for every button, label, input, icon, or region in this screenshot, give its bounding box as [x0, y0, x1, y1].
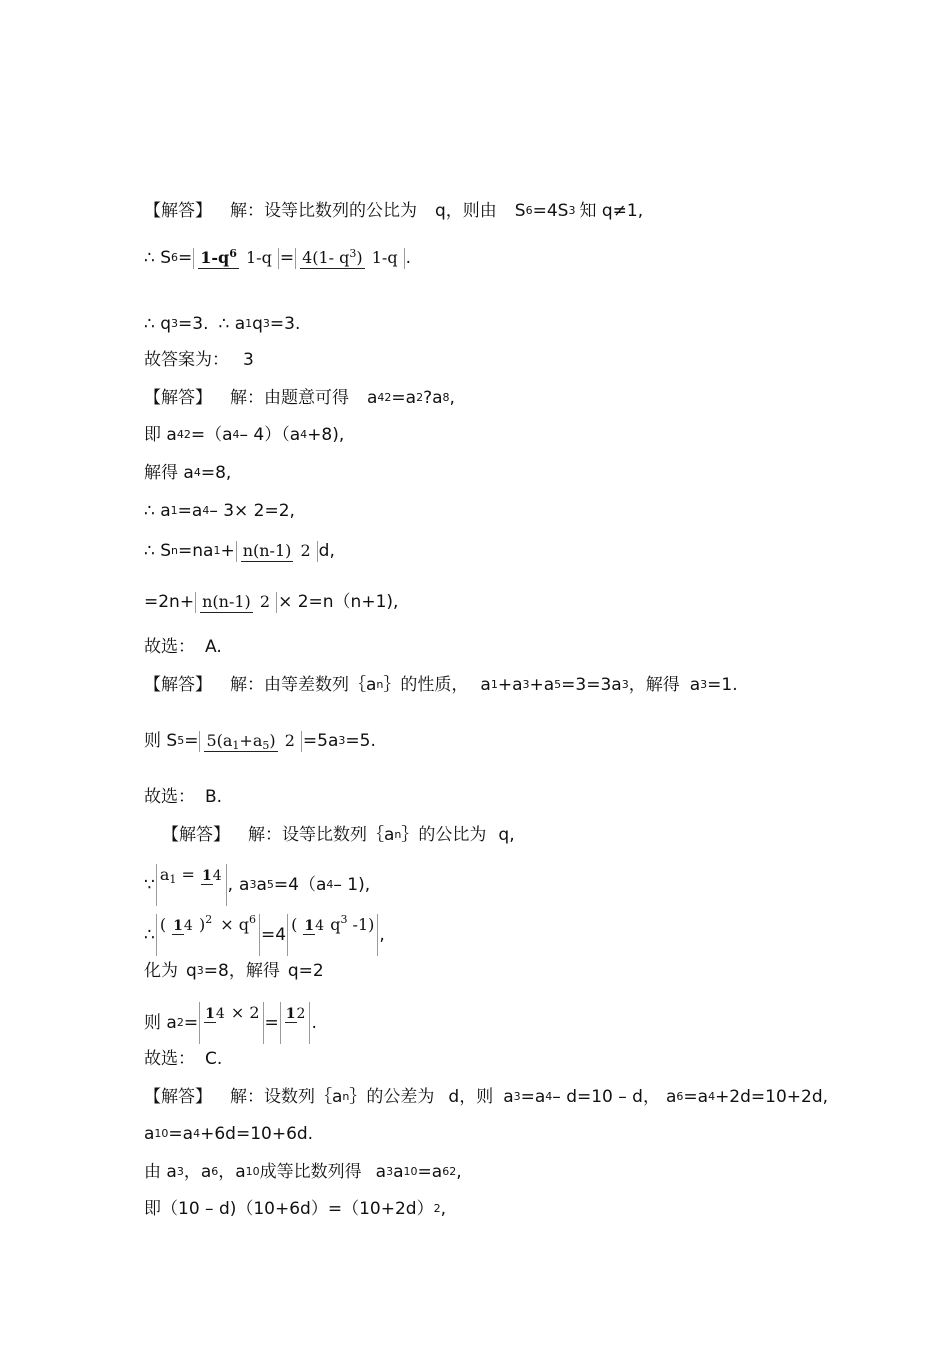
denominator: 2 [300, 540, 311, 560]
text: +2d=10+2d, [715, 1087, 829, 1107]
s2-line2: 即 a 4 2 =（a 4 – 4）（a 4 +8), [144, 425, 345, 445]
fraction-image [199, 731, 301, 752]
numerator: 1 [201, 868, 212, 884]
s3-line2: 则 S 5 = $5(a_1+a_5)$ 2 =5a 3 =5. [144, 730, 376, 752]
text: a [375, 1162, 387, 1182]
s4-line4: 化为 q 3 =8，解得 q=2 [144, 961, 324, 981]
text: a [159, 865, 170, 884]
text: =a [391, 388, 417, 408]
denominator: 2 [284, 730, 295, 750]
text: a [689, 675, 701, 695]
text: ∴ S [144, 541, 172, 561]
denominator: 2 [259, 591, 271, 611]
text: 故选： [144, 637, 195, 657]
text: , [456, 1162, 462, 1182]
text: ( [159, 915, 167, 934]
numerator: 1 [304, 918, 315, 934]
denominator: 4 [215, 1006, 225, 1022]
denominator: 4 [212, 868, 222, 884]
superscript: 6 [229, 246, 237, 260]
text: ( [291, 915, 298, 934]
text: 即（10 – d)（10+6d）=（10+2d） [144, 1199, 434, 1219]
text: a [367, 388, 378, 408]
text: ｝的公比为 [401, 825, 487, 845]
text: 即 a [144, 425, 177, 445]
numerator: 4(1- q [302, 247, 350, 267]
text: × q [220, 915, 250, 934]
denominator: 1-q [245, 247, 272, 267]
text: = [181, 865, 195, 884]
denominator: 4 [183, 918, 193, 934]
text: a [144, 1124, 155, 1144]
text: = [264, 1013, 279, 1033]
fraction-image [193, 248, 279, 269]
text: = [279, 248, 295, 268]
text: × 2=n（n+1), [278, 592, 399, 612]
text: 解：设数列｛a [230, 1087, 343, 1107]
formula-image [156, 864, 227, 906]
s1-line4 [144, 349, 254, 371]
answer-tag: 【解答】 [144, 201, 212, 221]
answer-tag: 【解答】 [144, 675, 212, 695]
text: 故选： [144, 1049, 195, 1069]
s3-line3 [144, 786, 222, 808]
text: +6d=10+6d. [200, 1124, 314, 1144]
s1-line2: ∴ S 6 = $1-q^6$ 1-q = 4(1- $q^3$) 1-q . [144, 246, 411, 268]
text: a [665, 1087, 677, 1107]
text: 解：由题意可得 [230, 388, 349, 408]
text: =a [520, 1087, 546, 1107]
numerator: 1 [285, 1006, 296, 1022]
numerator: 1-q [200, 247, 230, 267]
text: a [256, 875, 267, 895]
formula-image [280, 1002, 311, 1044]
text: =4（a [273, 875, 327, 895]
answer-tag: 【解答】 [162, 825, 230, 845]
text: ∵ [144, 875, 155, 895]
text: ∴ q [144, 314, 172, 334]
text: q, [498, 825, 515, 845]
text: ) [198, 915, 206, 934]
text: – 4）（a [239, 425, 301, 445]
text: , [440, 1199, 446, 1219]
text: 故选： [144, 787, 195, 807]
s5-line1: 【解答】 解：设数列｛a n ｝的公差为 d，则 a 3 =a 4 – d=10 – d， a 6 =a 4 +2d=10+2d, [144, 1087, 829, 1107]
superscript: 2 [205, 913, 213, 926]
text: q [252, 314, 263, 334]
numerator: n(n-1) [242, 540, 292, 560]
text: 则 S [144, 731, 178, 751]
text: – d=10 – d， [552, 1087, 660, 1107]
text: 解：设等比数列的公比为 [230, 201, 417, 221]
text: d，则 [448, 1087, 494, 1107]
text: =（a [190, 425, 233, 445]
numerator-end: ) [356, 247, 363, 267]
text: =3. [178, 314, 209, 334]
subscript: 5 [262, 738, 270, 752]
fraction-image [295, 248, 405, 269]
s2-line4: ∴ a 1 =a 4 – 3× 2=2, [144, 501, 295, 521]
s5-line2: a 10 =a 4 +6d=10+6d. [144, 1124, 314, 1144]
text: + [220, 541, 235, 561]
text: 解得 a [144, 463, 194, 483]
text: – 1), [333, 875, 371, 895]
s5-line3: 由 a 3 ，a 6 ，a 10 成等比数列得 a 3 a 10 =a 6 2 , [144, 1162, 462, 1182]
text: =5a [302, 731, 339, 751]
text: ∴ a [144, 501, 171, 521]
numerator: 5(a [206, 730, 233, 750]
text: ｝的公差为 [349, 1087, 435, 1107]
s2-line1: 【解答】 解：由题意可得 a 4 2 =a 2 ?a 8 , [144, 388, 455, 408]
text: =4S [532, 201, 569, 221]
text: . [311, 1013, 317, 1033]
text: =1. [707, 675, 738, 695]
text: q [330, 915, 341, 934]
numerator: n(n-1) [202, 591, 251, 611]
text: S [514, 201, 526, 221]
text: 由 a [144, 1162, 177, 1182]
text: +8), [307, 425, 345, 445]
text: ，a [183, 1162, 212, 1182]
s3-line1: 【解答】 解：由等差数列｛a n ｝的性质， a 1 +a 3 +a 5 =3=3a 3 ，解得 a 3 =1. [144, 675, 738, 695]
s2-line5: ∴ S n =na 1 + n(n-1) 2 d, [144, 540, 335, 561]
formula-image [156, 914, 260, 956]
text: , [227, 875, 234, 895]
text: ?a [423, 388, 443, 408]
text: , [379, 925, 385, 945]
text: ∴ S [144, 248, 172, 268]
text: 则 a [144, 1013, 177, 1033]
text: a [480, 675, 491, 695]
superscript: 3 [349, 246, 357, 260]
s4-line2: ∵ $a_1 = 14$ , a 3 a 5 =4（a 4 – 1), [144, 864, 370, 906]
text: -1) [352, 915, 375, 934]
s2-line6 [144, 591, 398, 613]
s4-line1: 【解答】 解：设等比数列｛a n ｝的公比为 q, [162, 825, 515, 845]
text: a [393, 1162, 404, 1182]
subscript: 1 [169, 873, 177, 886]
numerator: 1 [205, 1006, 215, 1022]
text: 解：设等比数列｛a [248, 825, 395, 845]
numerator-end: ) [269, 730, 276, 750]
text: =a [177, 501, 203, 521]
text: ，解得 [628, 675, 680, 695]
text: = [184, 731, 199, 751]
s4-line3 [144, 914, 385, 956]
text: ∴ a [218, 314, 246, 334]
text: =na [178, 541, 214, 561]
answer-tag: 【解答】 [144, 388, 212, 408]
text: =a [683, 1087, 709, 1107]
superscript: 6 [249, 913, 257, 926]
text: +a [497, 675, 523, 695]
text: 解：由等差数列｛a [230, 675, 377, 695]
text: q，则由 [435, 201, 497, 221]
denominator: 4 [315, 918, 325, 934]
text: C. [205, 1049, 223, 1069]
text: . [405, 248, 411, 268]
numerator: 1 [173, 918, 183, 934]
text: A. [205, 637, 222, 657]
text: , [449, 388, 455, 408]
fraction-image [236, 541, 318, 562]
s5-line4: 即（10 – d)（10+6d）=（10+2d） 2 , [144, 1199, 446, 1219]
text: 3 [243, 350, 254, 370]
text: =8，解得 [203, 961, 280, 981]
text: =a [417, 1162, 443, 1182]
text: =4 [261, 925, 287, 945]
text: × 2 [230, 1003, 260, 1022]
text: = [183, 1013, 199, 1033]
text: 故答案为： [144, 350, 229, 370]
text: = [178, 248, 193, 268]
text: 成等比数列得 [259, 1162, 362, 1182]
text: – 3× 2=2, [209, 501, 295, 521]
text: q [186, 961, 197, 981]
text: a [239, 875, 250, 895]
text: 化为 [144, 961, 178, 981]
text: =3=3a [561, 675, 622, 695]
s1-line1: 【解答】 解：设等比数列的公比为 q，则由 S 6 =4S 3 知 q≠1, [144, 201, 644, 221]
s2-line3: 解得 a 4 =8, [144, 463, 232, 483]
superscript: 3 [340, 913, 348, 926]
denominator: 1-q [371, 247, 398, 267]
text: =2n+ [144, 592, 195, 612]
text: q=2 [287, 961, 324, 981]
s4-line5: 则 a 2 = 14 × 2 = 12 . [144, 1002, 317, 1044]
s2-line7 [144, 636, 222, 658]
formula-image [287, 914, 378, 956]
subscript: 1 [232, 738, 240, 752]
fraction-image [195, 592, 277, 613]
text: =5. [345, 731, 376, 751]
text: d, [318, 541, 335, 561]
s1-line3: ∴ q 3 =3. ∴ a 1 q 3 =3. [144, 314, 301, 334]
text: ｝的性质， [383, 675, 469, 695]
text: a [503, 1087, 514, 1107]
text: =3. [269, 314, 301, 334]
text: +a [529, 675, 555, 695]
text: ∴ [144, 925, 155, 945]
denominator: 2 [296, 1006, 306, 1022]
text: =8, [200, 463, 232, 483]
text: ，a [218, 1162, 246, 1182]
text: 知 q≠1, [579, 201, 644, 221]
formula-image [199, 1002, 263, 1044]
text: B. [205, 787, 223, 807]
s4-line6 [144, 1048, 222, 1070]
numerator-mid: +a [239, 730, 263, 750]
text: =a [168, 1124, 194, 1144]
answer-tag: 【解答】 [144, 1087, 212, 1107]
